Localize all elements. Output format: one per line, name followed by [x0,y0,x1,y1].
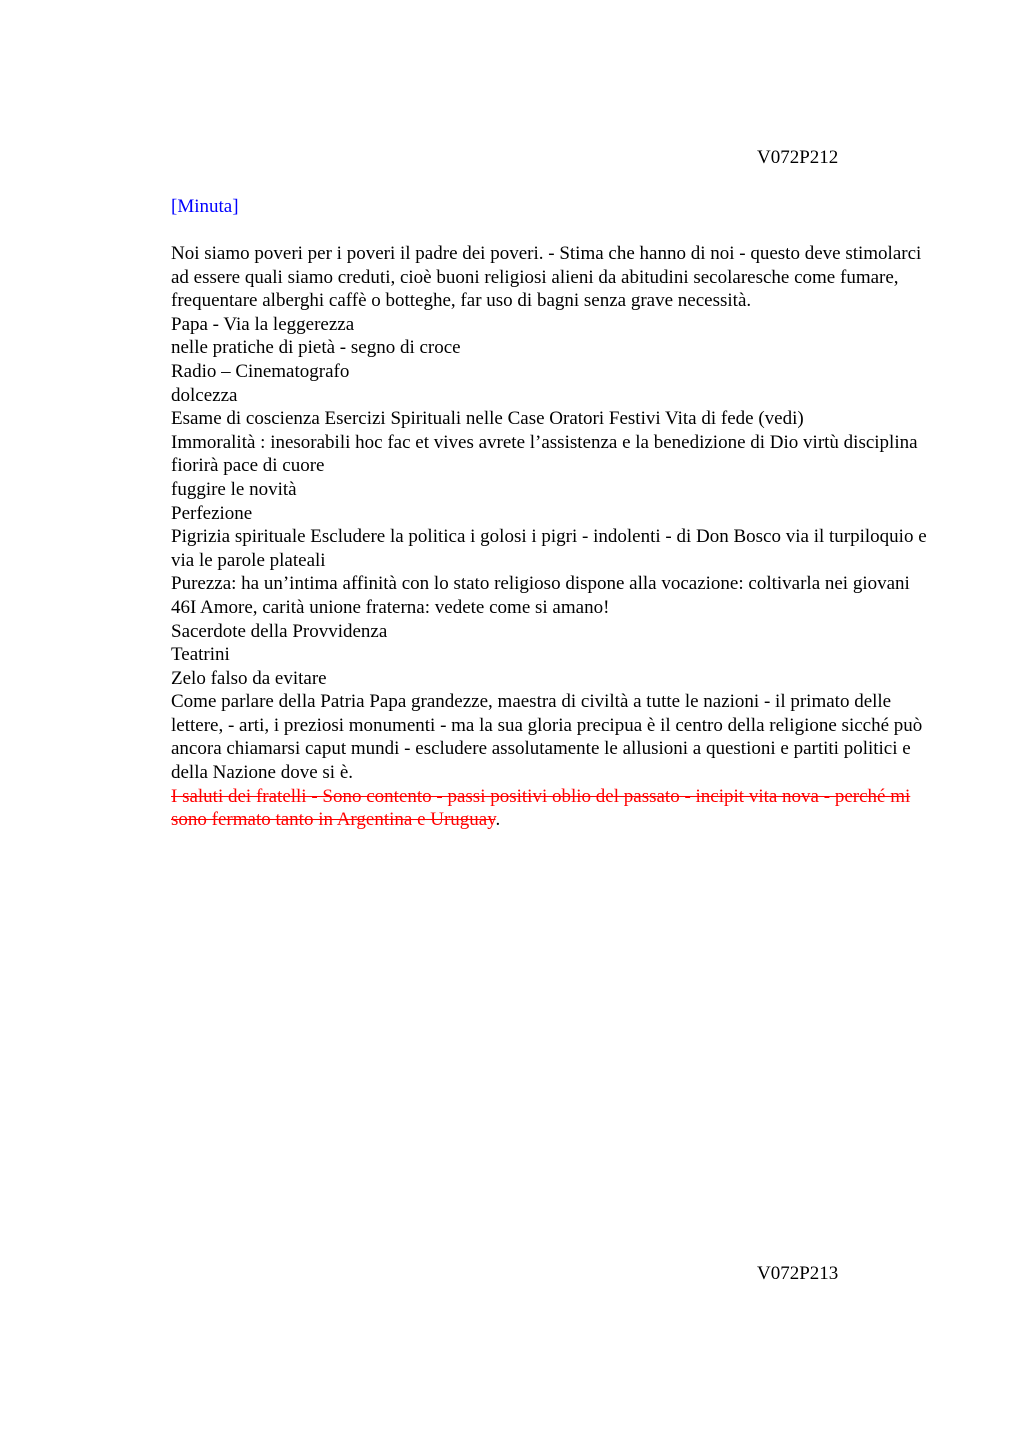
line-teatrini: Teatrini [171,644,230,666]
line-zelo: Zelo falso da evitare [171,667,327,689]
line-sacerdote: Sacerdote della Provvidenza [171,620,388,642]
paragraph-poveri: Noi siamo poveri per i poveri il padre dei poveri. - Stima che hanno di noi - questo deve stimolarci ad essere quali siamo creduti, cioè buoni religiosi alieni da abitudini secolaresche come fumare, frequentare alberghi caffè o botteghe, far uso di bagni senza grave necessità. [171,243,922,312]
paragraph-struck [171,785,931,832]
line-radio: Radio – Cinematografo [171,360,350,382]
line-esame: Esame di coscienza Esercizi Spirituali nelle Case Oratori Festivi Vita di fede (vedi) [171,408,804,430]
document-body [171,242,931,832]
struck-text: I saluti dei fratelli - Sono contento - passi positivi oblio del passato - incipit vita nova - perché mi sono fermato tanto in Argentina e Uruguay [171,785,911,831]
document-heading: [Minuta] [171,196,239,217]
line-pieta: nelle pratiche di pietà - segno di croce [171,337,461,359]
paragraph-patria: Come parlare della Patria Papa grandezze, maestra di civiltà a tutte le nazioni - il primato delle lettere, - arti, i preziosi monumenti - ma la sua gloria precipua è il centro della religione sicché può ancora chiamarsi caput mundi - escludere assolutamente le allusioni a questioni e partiti politici e della Nazione dove si è. [171,691,923,784]
paragraph-purezza: Purezza: ha un’intima affinità con lo stato religioso dispone alla vocazione: coltivarla nei giovani 46I Amore, carità unione fraterna: vedete come si amano! [171,573,910,618]
line-perfezione: Perfezione [171,502,253,524]
paragraph-immoralita: Immoralità : inesorabili hoc fac et vives avrete l’assistenza e la benedizione di Dio virtù disciplina fiorirà pace di cuore [171,431,918,477]
struck-trailing: . [495,809,501,831]
line-novita: fuggire le novità [171,478,297,500]
line-papa: Papa - Via la leggerezza [171,313,355,335]
page-code-top: V072P212 [757,147,839,168]
page-code-bottom: V072P213 [757,1263,839,1284]
line-dolcezza: dolcezza [171,384,238,406]
paragraph-pigrizia: Pigrizia spirituale Escludere la politica i golosi i pigri - indolenti - di Don Bosco via il turpiloquio e via le parole plateali [171,526,927,571]
